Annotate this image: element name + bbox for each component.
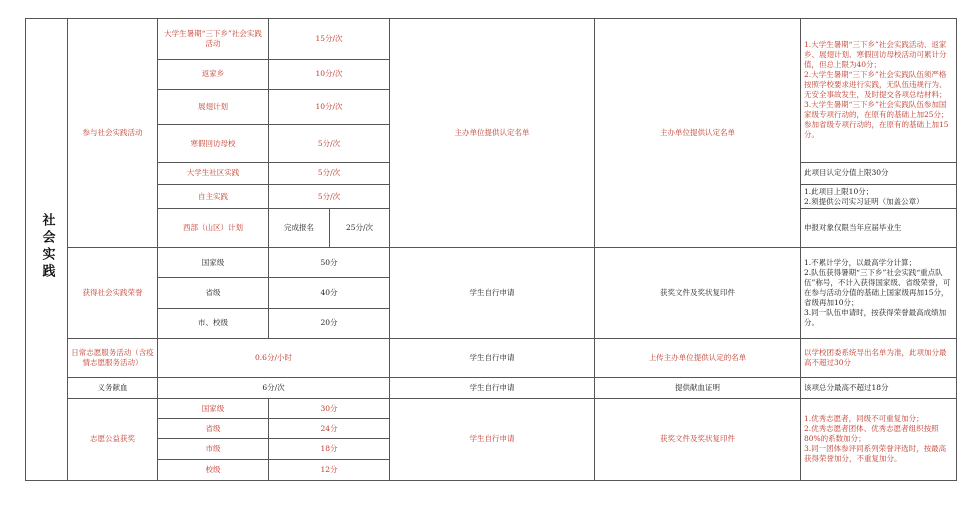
sec5-proof1: 学生自行申请 xyxy=(390,398,595,480)
sec1-proof2: 主办单位提供认定名单 xyxy=(595,19,801,248)
category-cell xyxy=(26,19,68,481)
sec2-level-name: 省级 xyxy=(158,278,269,308)
sec1-item-score: 10分/次 xyxy=(269,89,390,124)
sec5-level-score: 12分 xyxy=(269,459,390,480)
sec1-item-name: 自主实践 xyxy=(158,185,269,209)
sec2-level-score: 50分 xyxy=(269,247,390,277)
note-line: 2.大学生暑期“三下乡”社会实践队伍须严格按照学校要求进行实践，无队伍违规行为、无安全事故发生，及时提交各项总结材料； xyxy=(804,70,947,100)
note-line: 3.大学生暑期“三下乡”社会实践队伍参加国家级专项行动的，在原有的基础上加25分；参加省级专项行动的，在原有的基础上加15分。 xyxy=(804,100,949,140)
sec1-item-name: 寒假回访母校 xyxy=(158,125,269,162)
sec1-west-score: 25分/次 xyxy=(330,209,390,248)
note-line: 2.优秀志愿者团体、优秀志愿者组织按照80%的系数加分； xyxy=(804,424,939,444)
sec1-note-d: 申报对象仅限当年应届毕业生 xyxy=(801,209,957,248)
sec1-item-name: 返家乡 xyxy=(158,59,269,89)
sec4-score: 6分/次 xyxy=(158,377,390,398)
sec1-item-score: 5分/次 xyxy=(269,125,390,162)
scoring-table xyxy=(25,18,957,481)
sec3-proof2: 上传主办单位提供认定的名单 xyxy=(595,339,801,378)
sec5-level-score: 30分 xyxy=(269,398,390,418)
note-line: 2.须提供公司实习证明（加盖公章） xyxy=(804,196,924,206)
sec5-note xyxy=(801,398,957,480)
category-label: 社会实践 xyxy=(39,212,55,281)
sec1-item-score: 5分/次 xyxy=(269,162,390,184)
note-line: 3.同一队伍申请时，按获得荣誉最高成绩加分。 xyxy=(804,308,947,328)
sec1-note-c xyxy=(801,185,957,209)
sec1-west-name: 西部（山区）计划 xyxy=(158,209,269,248)
sec2-level-score: 40分 xyxy=(269,278,390,308)
sec4-proof1: 学生自行申请 xyxy=(390,377,595,398)
sec5-level-name: 校级 xyxy=(158,459,269,480)
sec5-title: 志愿公益获奖 xyxy=(68,398,158,480)
sec5-level-name: 国家级 xyxy=(158,398,269,418)
sec1-title: 参与社会实践活动 xyxy=(68,19,158,248)
sec1-item-score: 5分/次 xyxy=(269,185,390,209)
sec3-proof1: 学生自行申请 xyxy=(390,339,595,378)
sec1-item-name: 展翅计划 xyxy=(158,89,269,124)
sec1-item-score: 10分/次 xyxy=(269,59,390,89)
note-line: 1.此项目上限10分； xyxy=(804,186,874,196)
note-line: 1.优秀志愿者，同级不可重复加分； xyxy=(804,414,924,424)
sec1-item-name: 大学生暑期“三下乡”社会实践活动 xyxy=(158,19,269,60)
sec5-level-score: 24分 xyxy=(269,419,390,439)
sec1-item-score: 15分/次 xyxy=(269,19,390,60)
note-line: 3.同一团体参评同系列荣誉评选时，按最高获得荣誉加分，不重复加分。 xyxy=(804,444,947,464)
sec1-note-b: 此项目认定分值上限30分 xyxy=(801,162,957,184)
sec1-west-sub: 完成报名 xyxy=(269,209,330,248)
sec2-proof1: 学生自行申请 xyxy=(390,247,595,338)
sec4-proof2: 提供献血证明 xyxy=(595,377,801,398)
note-line: 1.不累计学分，以最高学分计算； xyxy=(804,258,917,268)
note-line: 2.队伍获得暑期“三下乡”社会实践“重点队伍”称号，不计入获得国家级、省级荣誉，可在参与活动分值的基础上国家级再加15分，省级再加10分； xyxy=(804,268,951,308)
sec2-note xyxy=(801,247,957,338)
sec4-title: 义务献血 xyxy=(68,377,158,398)
sec5-proof2: 获奖文件及奖状复印件 xyxy=(595,398,801,480)
sec3-title: 日常志愿服务活动（含疫情志愿服务活动） xyxy=(68,339,158,378)
sec1-note-a xyxy=(801,19,957,163)
sec1-proof1: 主办单位提供认定名单 xyxy=(390,19,595,248)
sec3-note: 以学校团委系统导出名单为准，此项加分最高不超过30分 xyxy=(801,339,957,378)
sec2-level-name: 市、校级 xyxy=(158,308,269,338)
note-line: 1.大学生暑期“三下乡”社会实践活动、返家乡、展翅计划、寒假回访母校活动可累计分值，但总上限为40分； xyxy=(804,40,947,70)
sec2-level-name: 国家级 xyxy=(158,247,269,277)
sec5-level-name: 市级 xyxy=(158,439,269,459)
sec5-level-name: 省级 xyxy=(158,419,269,439)
sec2-level-score: 20分 xyxy=(269,308,390,338)
sec4-note: 该项总分最高不超过18分 xyxy=(801,377,957,398)
sec1-item-name: 大学生社区实践 xyxy=(158,162,269,184)
sec2-title: 获得社会实践荣誉 xyxy=(68,247,158,338)
sec2-proof2: 获奖文件及奖状复印件 xyxy=(595,247,801,338)
sec5-level-score: 18分 xyxy=(269,439,390,459)
sec3-score: 0.6分/小时 xyxy=(158,339,390,378)
